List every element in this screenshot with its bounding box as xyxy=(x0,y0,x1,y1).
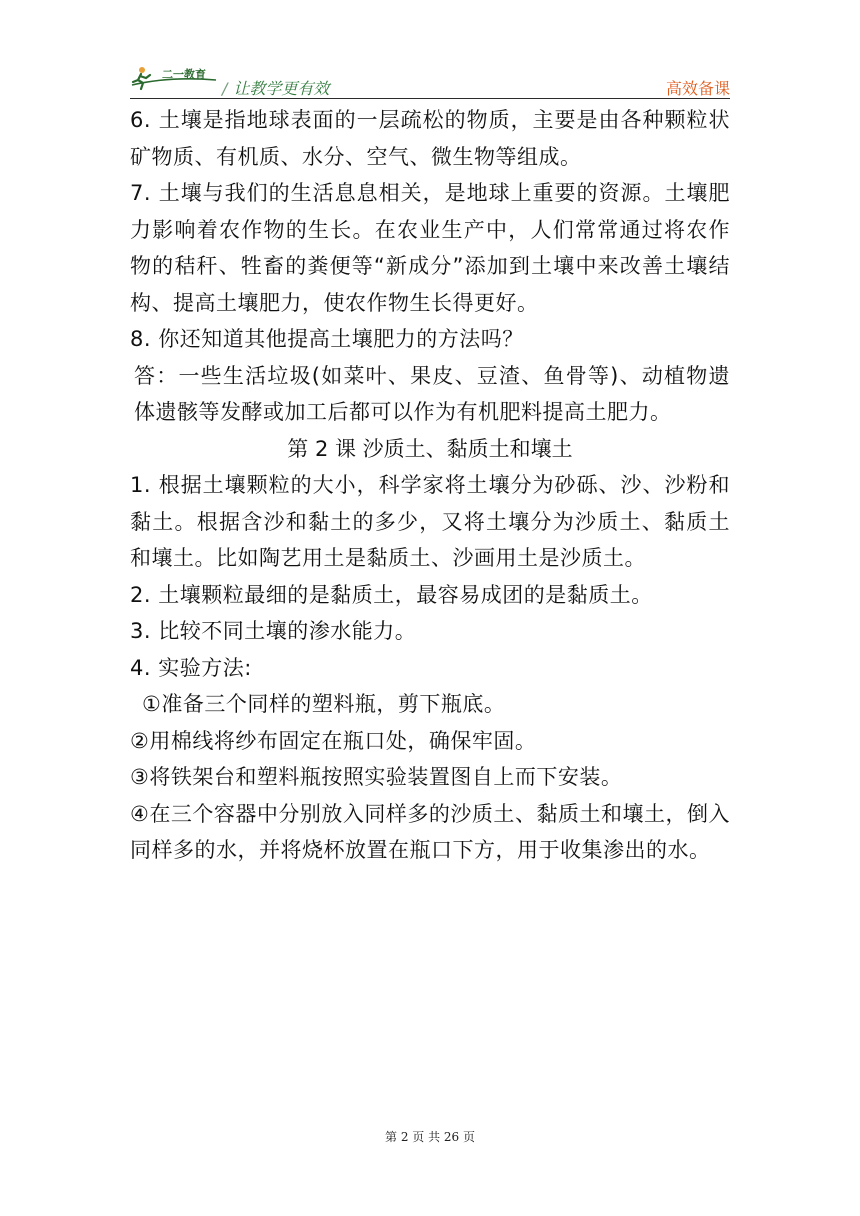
page-header xyxy=(130,60,730,100)
lesson-paragraph-4: 4. 实验方法: xyxy=(130,655,252,680)
lesson-paragraph-3: 3. 比较不同土壤的渗水能力。 xyxy=(130,619,417,643)
header-slogan: / 让教学更有效 xyxy=(222,79,330,98)
paragraph-8: 8. 你还知道其他提高土壤肥力的方法吗？ xyxy=(130,327,524,351)
lesson-title: 第 2 课 沙质土、黏质土和壤土 xyxy=(287,436,573,461)
step-1: ①准备三个同样的塑料瓶，剪下瓶底。 xyxy=(142,692,506,716)
step-3: ③将铁架台和塑料瓶按照实验装置图自上而下安装。 xyxy=(130,765,623,789)
answer-paragraph: 答：一些生活垃圾(如菜叶、果皮、豆渣、鱼骨等)、动植物遗体遗骸等发酵或加工后都可以作为有机肥料提高土肥力。 xyxy=(134,363,730,424)
slogan-text: 让教学更有效 xyxy=(233,79,330,98)
lesson-paragraph-2: 2. 土壤颗粒最细的是黏质土，最容易成团的是黏质土。 xyxy=(130,582,653,607)
page-content xyxy=(130,102,730,869)
lesson-paragraph-1: 1. 根据土壤颗粒的大小，科学家将土壤分为砂砾、沙、沙粉和黏土。根据含沙和黏土的多少，又将土壤分为沙质土、黏质土和壤土。比如陶艺用土是黏质土、沙画用土是沙质土。 xyxy=(130,473,730,570)
step-4: ④在三个容器中分别放入同样多的沙质土、黏质土和壤土，倒入同样多的水，并将烧杯放置在瓶口下方，用于收集渗出的水。 xyxy=(130,801,730,862)
header-tagline: 高效备课 xyxy=(665,79,730,98)
step-2: ②用棉线将纱布固定在瓶口处，确保牢固。 xyxy=(130,728,537,753)
paragraph-6: 6. 土壤是指地球表面的一层疏松的物质，主要是由各种颗粒状矿物质、有机质、水分、空气、微生物等组成。 xyxy=(130,108,730,169)
header-divider xyxy=(130,98,730,99)
logo-text: 二一教育 xyxy=(162,68,206,81)
paragraph-7: 7. 土壤与我们的生活息息相关，是地球上重要的资源。土壤肥力影响着农作物的生长。在农业生产中，人们常常通过将农作物的秸秆、牲畜的粪便等“新成分”添加到土壤中来改善土壤结构、提高土壤肥力，使农作物生长得更好。 xyxy=(130,181,730,315)
page-footer: 第 2 页 共 26 页 xyxy=(385,1130,475,1144)
